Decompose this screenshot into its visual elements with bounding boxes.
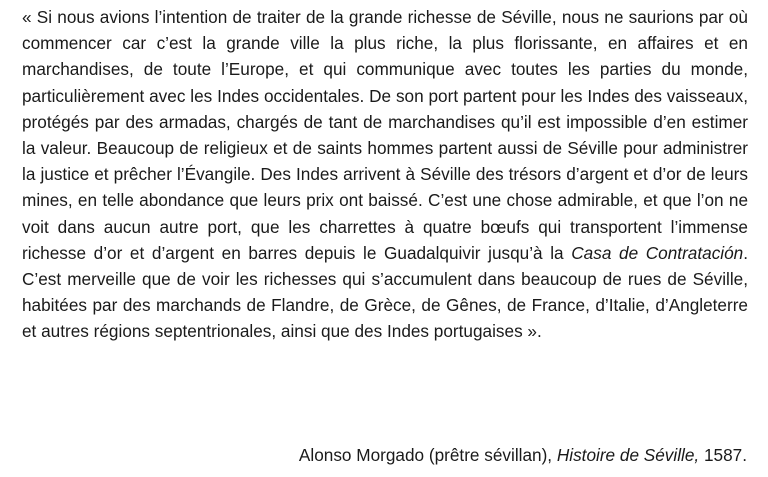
source-work-title: Histoire de Séville, [556, 445, 700, 465]
quote-text-part1: « Si nous avions l’intention de traiter de la grande richesse de Séville, nous ne saurions par où commencer car c’est la grande ville la plus riche, la plus florissante, en affaires et en marchandises, de toute l’Europe, et qui communique avec toutes les parties du monde, particulièrement avec les Indes occidentales. De son port partent pour les Indes des vaisseaux, protégés par des armadas, chargés de tant de marchandises qu’il est impossible d’en estimer la valeur. Beaucoup de religieux et de saints hommes partent aussi de Séville pour administrer la justice et prêcher l’Évangile. Des Indes arrivent à Séville des trésors d’argent et d’or de leurs mines, en telle abondance que leurs prix ont baissé. C’est une chose admirable, et que l’on ne voit dans aucun autre port, que les charrettes à quatre bœufs qui transportent l’immense richesse d’or et d’argent en barres depuis le Guadalquivir jusqu’à la [22, 7, 748, 263]
quote-text-part2: . C’est merveille que de voir les richesses qui s’accumulent dans beaucoup de rues de Séville, habitées par des marchands de Flandre, de Grèce, de Gênes, de France, d’Italie, d’Angleterre et autres régions septentrionales, ainsi que des Indes portugaises ». [22, 242, 749, 342]
source-author: Alonso Morgado (prêtre sévillan), [298, 445, 557, 465]
source-year: 1587. [699, 445, 747, 465]
quote-paragraph [22, 4, 748, 345]
casa-de-contratacion-term: Casa de Contratación [571, 242, 744, 263]
source-citation [299, 444, 747, 466]
